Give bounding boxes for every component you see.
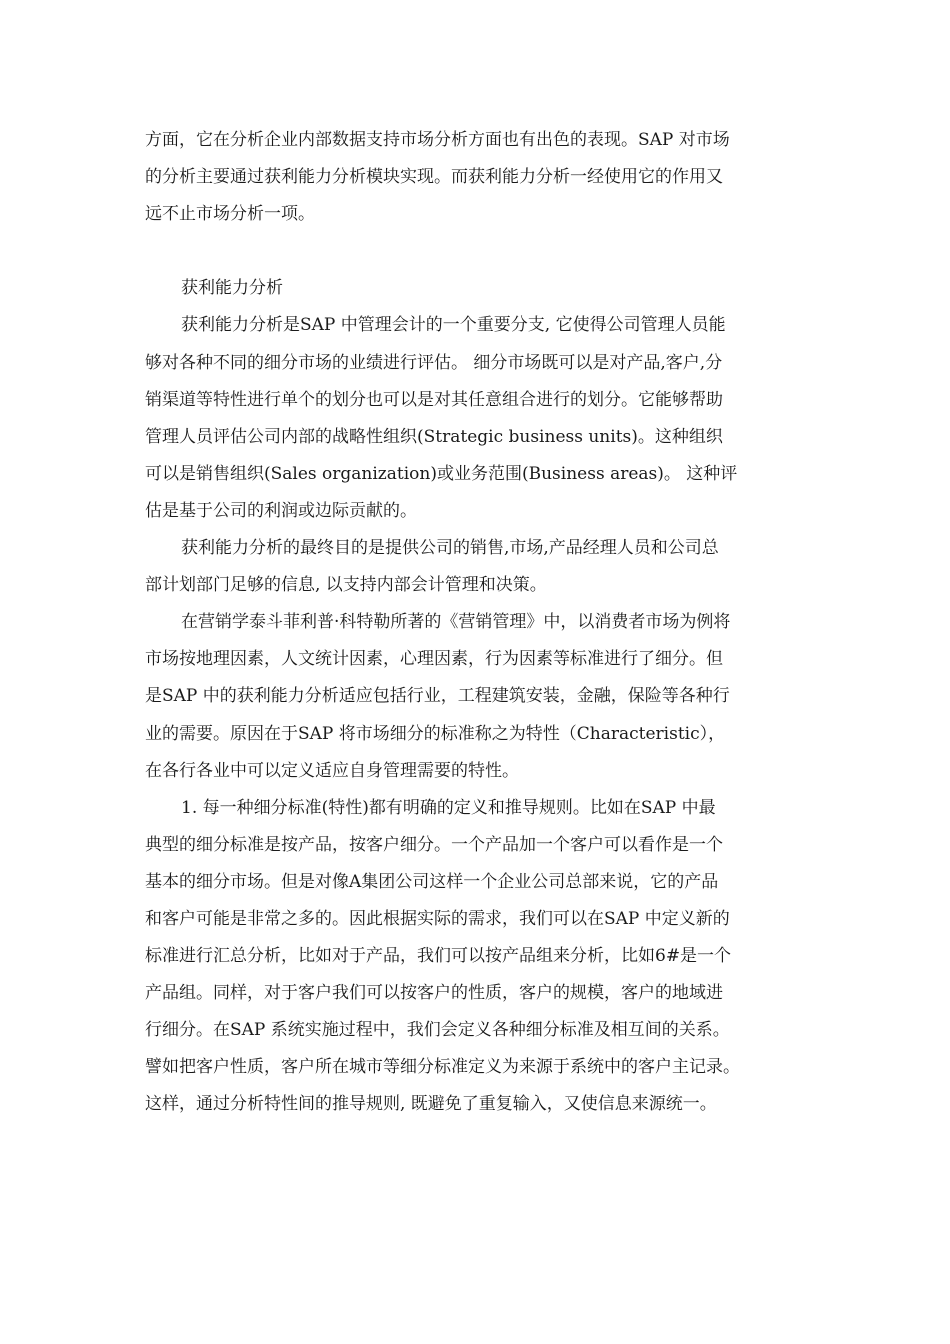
paragraph-line: 典型的细分标准是按产品，按客户细分。一个产品加一个客户可以看作是一个 bbox=[145, 834, 723, 855]
paragraph-definition bbox=[145, 307, 810, 530]
paragraph-line: 的分析主要通过获利能力分析模块实现。而获利能力分析一经使用它的作用又 bbox=[145, 167, 723, 188]
paragraph-line: 获利能力分析的最终目的是提供公司的销售,市场,产品经理人员和公司总 bbox=[181, 538, 719, 559]
paragraph-line: 可以是销售组织(Sales organization)或业务范围(Business areas)。 这种评 bbox=[145, 463, 738, 484]
paragraph-goal bbox=[145, 530, 810, 604]
paragraph-line: 标准进行汇总分析，比如对于产品，我们可以按产品组来分析，比如6#是一个 bbox=[145, 946, 732, 967]
paragraph-line: 和客户可能是非常之多的。因此根据实际的需求，我们可以在SAP 中定义新的 bbox=[145, 908, 730, 929]
paragraph-line: 产品组。同样，对于客户我们可以按客户的性质，客户的规模，客户的地域进 bbox=[145, 983, 723, 1004]
paragraph-line: 行细分。在SAP 系统实施过程中，我们会定义各种细分标准及相互间的关系。 bbox=[145, 1020, 730, 1041]
paragraph-line: 譬如把客户性质，客户所在城市等细分标准定义为来源于系统中的客户主记录。 bbox=[145, 1057, 740, 1078]
paragraph-line: 够对各种不同的细分市场的业绩进行评估。 细分市场既可以是对产品,客户,分 bbox=[145, 352, 723, 373]
section-heading: 获利能力分析 bbox=[181, 278, 283, 299]
paragraph-line: 1. 每一种细分标准(特性)都有明确的定义和推导规则。比如在SAP 中最 bbox=[181, 797, 716, 818]
paragraph-line: 方面，它在分析企业内部数据支持市场分析方面也有出色的表现。SAP 对市场 bbox=[145, 130, 730, 150]
paragraph-kotler bbox=[145, 604, 810, 789]
paragraph-line: 销渠道等特性进行单个的划分也可以是对其任意组合进行的划分。它能够帮助 bbox=[145, 389, 723, 410]
paragraph-line: 是SAP 中的获利能力分析适应包括行业，工程建筑安装，金融，保险等各种行 bbox=[145, 686, 730, 707]
paragraph-line: 部计划部门足够的信息, 以支持内部会计管理和决策。 bbox=[145, 575, 547, 596]
paragraph-line: 在营销学泰斗菲利普·科特勒所著的《营销管理》中，以消费者市场为例将 bbox=[181, 612, 731, 633]
paragraph-line: 这样，通过分析特性间的推导规则, 既避免了重复输入，又使信息来源统一。 bbox=[145, 1094, 717, 1115]
paragraph-point-1 bbox=[145, 790, 810, 1124]
paragraph-line: 在各行各业中可以定义适应自身管理需要的特性。 bbox=[145, 760, 519, 781]
paragraph-line: 获利能力分析是SAP 中管理会计的一个重要分支, 它使得公司管理人员能 bbox=[181, 315, 726, 336]
paragraph-line: 管理人员评估公司内部的战略性组织(Strategic business units)。这种组织 bbox=[145, 426, 723, 447]
paragraph-line: 基本的细分市场。但是对像A集团公司这样一个企业公司总部来说，它的产品 bbox=[145, 871, 719, 892]
document-page bbox=[145, 122, 810, 1124]
paragraph-line: 市场按地理因素，人文统计因素，心理因素，行为因素等标准进行了细分。但 bbox=[145, 649, 723, 670]
paragraph-gap bbox=[145, 233, 810, 270]
paragraph-intro bbox=[145, 122, 810, 233]
paragraph-line: 业的需要。原因在于SAP 将市场细分的标准称之为特性（Characteristic）， bbox=[145, 723, 726, 744]
paragraph-line: 远不止市场分析一项。 bbox=[145, 204, 315, 225]
paragraph-line: 估是基于公司的利润或边际贡献的。 bbox=[145, 500, 417, 521]
